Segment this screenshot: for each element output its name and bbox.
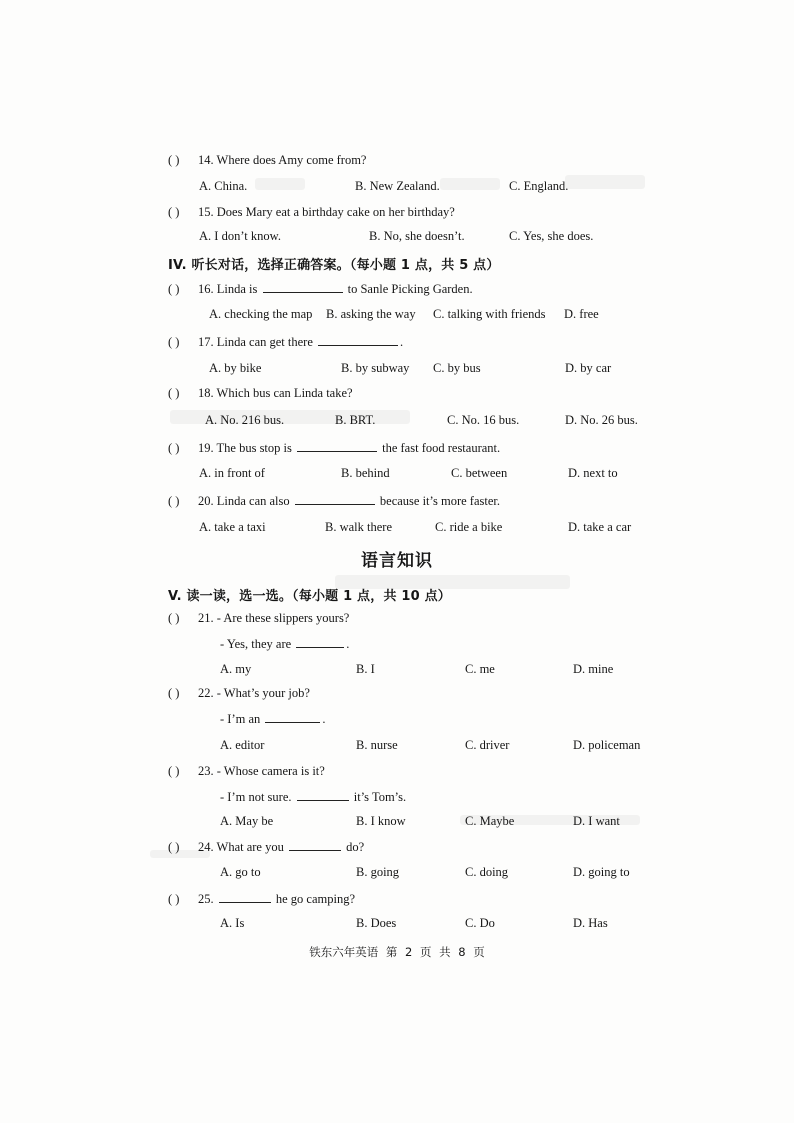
option-b: B. going bbox=[356, 865, 400, 879]
option-c: C. doing bbox=[465, 865, 509, 879]
question-stem: 16. Linda is bbox=[198, 282, 258, 296]
answer-blank bbox=[289, 839, 341, 851]
question-stem: 14. Where does Amy come from? bbox=[198, 153, 367, 167]
question-stem: 18. Which bus can Linda take? bbox=[198, 386, 353, 400]
reply-text-end: it’s Tom’s. bbox=[353, 790, 407, 804]
option-d: D. policeman bbox=[573, 738, 641, 752]
question-stem: 17. Linda can get there bbox=[198, 335, 313, 349]
question-21 bbox=[168, 611, 349, 626]
question-stem-end: . bbox=[400, 335, 404, 349]
option-c: C. Yes, she does. bbox=[509, 229, 594, 243]
question-stem: 25. bbox=[198, 892, 214, 906]
option-c: C. Maybe bbox=[465, 814, 515, 828]
answer-bracket: ( ) bbox=[168, 335, 180, 349]
question-stem-end: the fast food restaurant. bbox=[382, 441, 501, 455]
question-stem-end: he go camping? bbox=[275, 892, 356, 906]
question-stem: 20. Linda can also bbox=[198, 494, 290, 508]
question-stem-end: because it’s more faster. bbox=[379, 494, 500, 508]
question-stem: 24. What are you bbox=[198, 840, 284, 854]
answer-blank bbox=[297, 440, 377, 452]
option-b: B. BRT. bbox=[335, 413, 376, 427]
answer-bracket: ( ) bbox=[168, 441, 180, 455]
page-footer: 铁东六年英语 第 2 页 共 8 页 bbox=[309, 945, 485, 959]
question-stem: 22. - What’s your job? bbox=[198, 686, 310, 700]
option-d: D. take a car bbox=[568, 520, 632, 534]
option-c: C. No. 16 bus. bbox=[447, 413, 520, 427]
answer-bracket: ( ) bbox=[168, 840, 180, 854]
question-14 bbox=[168, 153, 366, 168]
part-title: 语言知识 bbox=[361, 551, 433, 571]
option-a: A. May be bbox=[220, 814, 274, 828]
option-c: C. Do bbox=[465, 916, 495, 930]
option-b: B. walk there bbox=[325, 520, 392, 534]
reply-text: - Yes, they are bbox=[220, 637, 292, 651]
question-18 bbox=[168, 386, 353, 401]
question-stem: 19. The bus stop is bbox=[198, 441, 292, 455]
reply-text-end: . bbox=[346, 637, 350, 651]
question-16 bbox=[168, 281, 473, 297]
option-c: C. ride a bike bbox=[435, 520, 503, 534]
reply-text: - I’m an bbox=[220, 712, 261, 726]
option-d: D. I want bbox=[573, 814, 620, 828]
option-b: B. behind bbox=[341, 466, 390, 480]
option-a: A. by bike bbox=[209, 361, 262, 375]
option-a: A. I don’t know. bbox=[199, 229, 281, 243]
question-stem-end: do? bbox=[346, 840, 365, 854]
answer-blank bbox=[318, 334, 398, 346]
option-b: B. asking the way bbox=[326, 307, 416, 321]
option-b: B. nurse bbox=[356, 738, 398, 752]
option-b: B. No, she doesn’t. bbox=[369, 229, 465, 243]
question-stem-end: to Sanle Picking Garden. bbox=[347, 282, 473, 296]
question-24 bbox=[168, 839, 364, 855]
section-iv-heading: IV. 听长对话，选择正确答案。（每小题 1 点，共 5 点） bbox=[168, 258, 500, 273]
reply-22 bbox=[220, 711, 326, 727]
answer-bracket: ( ) bbox=[168, 205, 180, 219]
question-25 bbox=[168, 891, 355, 907]
question-19 bbox=[168, 440, 500, 456]
answer-bracket: ( ) bbox=[168, 282, 180, 296]
answer-bracket: ( ) bbox=[168, 494, 180, 508]
section-v-heading: V. 读一读，选一选。（每小题 1 点，共 10 点） bbox=[168, 589, 451, 604]
reply-21 bbox=[220, 636, 349, 652]
question-15 bbox=[168, 205, 455, 220]
option-a: A. No. 216 bus. bbox=[205, 413, 285, 427]
answer-blank bbox=[295, 493, 375, 505]
answer-blank bbox=[297, 789, 349, 801]
option-b: B. Does bbox=[356, 916, 397, 930]
question-stem: 23. - Whose camera is it? bbox=[198, 764, 325, 778]
option-b: B. I bbox=[356, 662, 375, 676]
reply-text: - I’m not sure. bbox=[220, 790, 292, 804]
option-c: C. England. bbox=[509, 179, 569, 193]
option-a: A. Is bbox=[220, 916, 245, 930]
answer-bracket: ( ) bbox=[168, 153, 180, 167]
answer-bracket: ( ) bbox=[168, 686, 180, 700]
option-b: B. New Zealand. bbox=[355, 179, 440, 193]
option-d: D. Has bbox=[573, 916, 608, 930]
option-c: C. between bbox=[451, 466, 508, 480]
answer-blank bbox=[265, 711, 320, 723]
option-d: D. by car bbox=[565, 361, 612, 375]
answer-bracket: ( ) bbox=[168, 892, 180, 906]
scan-bleed-mark bbox=[255, 178, 305, 190]
option-a: A. China. bbox=[199, 179, 248, 193]
option-a: A. editor bbox=[220, 738, 265, 752]
answer-bracket: ( ) bbox=[168, 386, 180, 400]
answer-bracket: ( ) bbox=[168, 764, 180, 778]
question-stem: 21. - Are these slippers yours? bbox=[198, 611, 350, 625]
option-d: D. free bbox=[564, 307, 599, 321]
option-a: A. in front of bbox=[199, 466, 265, 480]
option-d: D. going to bbox=[573, 865, 630, 879]
answer-blank bbox=[263, 281, 343, 293]
reply-23 bbox=[220, 789, 406, 805]
question-17 bbox=[168, 334, 403, 350]
option-c: C. by bus bbox=[433, 361, 481, 375]
option-d: D. No. 26 bus. bbox=[565, 413, 638, 427]
answer-blank bbox=[219, 891, 271, 903]
scan-bleed-mark bbox=[440, 178, 500, 190]
option-d: D. next to bbox=[568, 466, 618, 480]
option-a: A. go to bbox=[220, 865, 261, 879]
option-b: B. I know bbox=[356, 814, 406, 828]
scan-bleed-mark bbox=[565, 175, 645, 189]
option-b: B. by subway bbox=[341, 361, 410, 375]
option-c: C. me bbox=[465, 662, 495, 676]
option-a: A. my bbox=[220, 662, 252, 676]
option-c: C. driver bbox=[465, 738, 510, 752]
option-a: A. checking the map bbox=[209, 307, 313, 321]
reply-text-end: . bbox=[322, 712, 326, 726]
option-c: C. talking with friends bbox=[433, 307, 546, 321]
answer-blank bbox=[296, 636, 344, 648]
option-a: A. take a taxi bbox=[199, 520, 266, 534]
question-20 bbox=[168, 493, 500, 509]
question-22 bbox=[168, 686, 310, 701]
question-23 bbox=[168, 764, 325, 779]
option-d: D. mine bbox=[573, 662, 614, 676]
answer-bracket: ( ) bbox=[168, 611, 180, 625]
question-stem: 15. Does Mary eat a birthday cake on her birthday? bbox=[198, 205, 455, 219]
